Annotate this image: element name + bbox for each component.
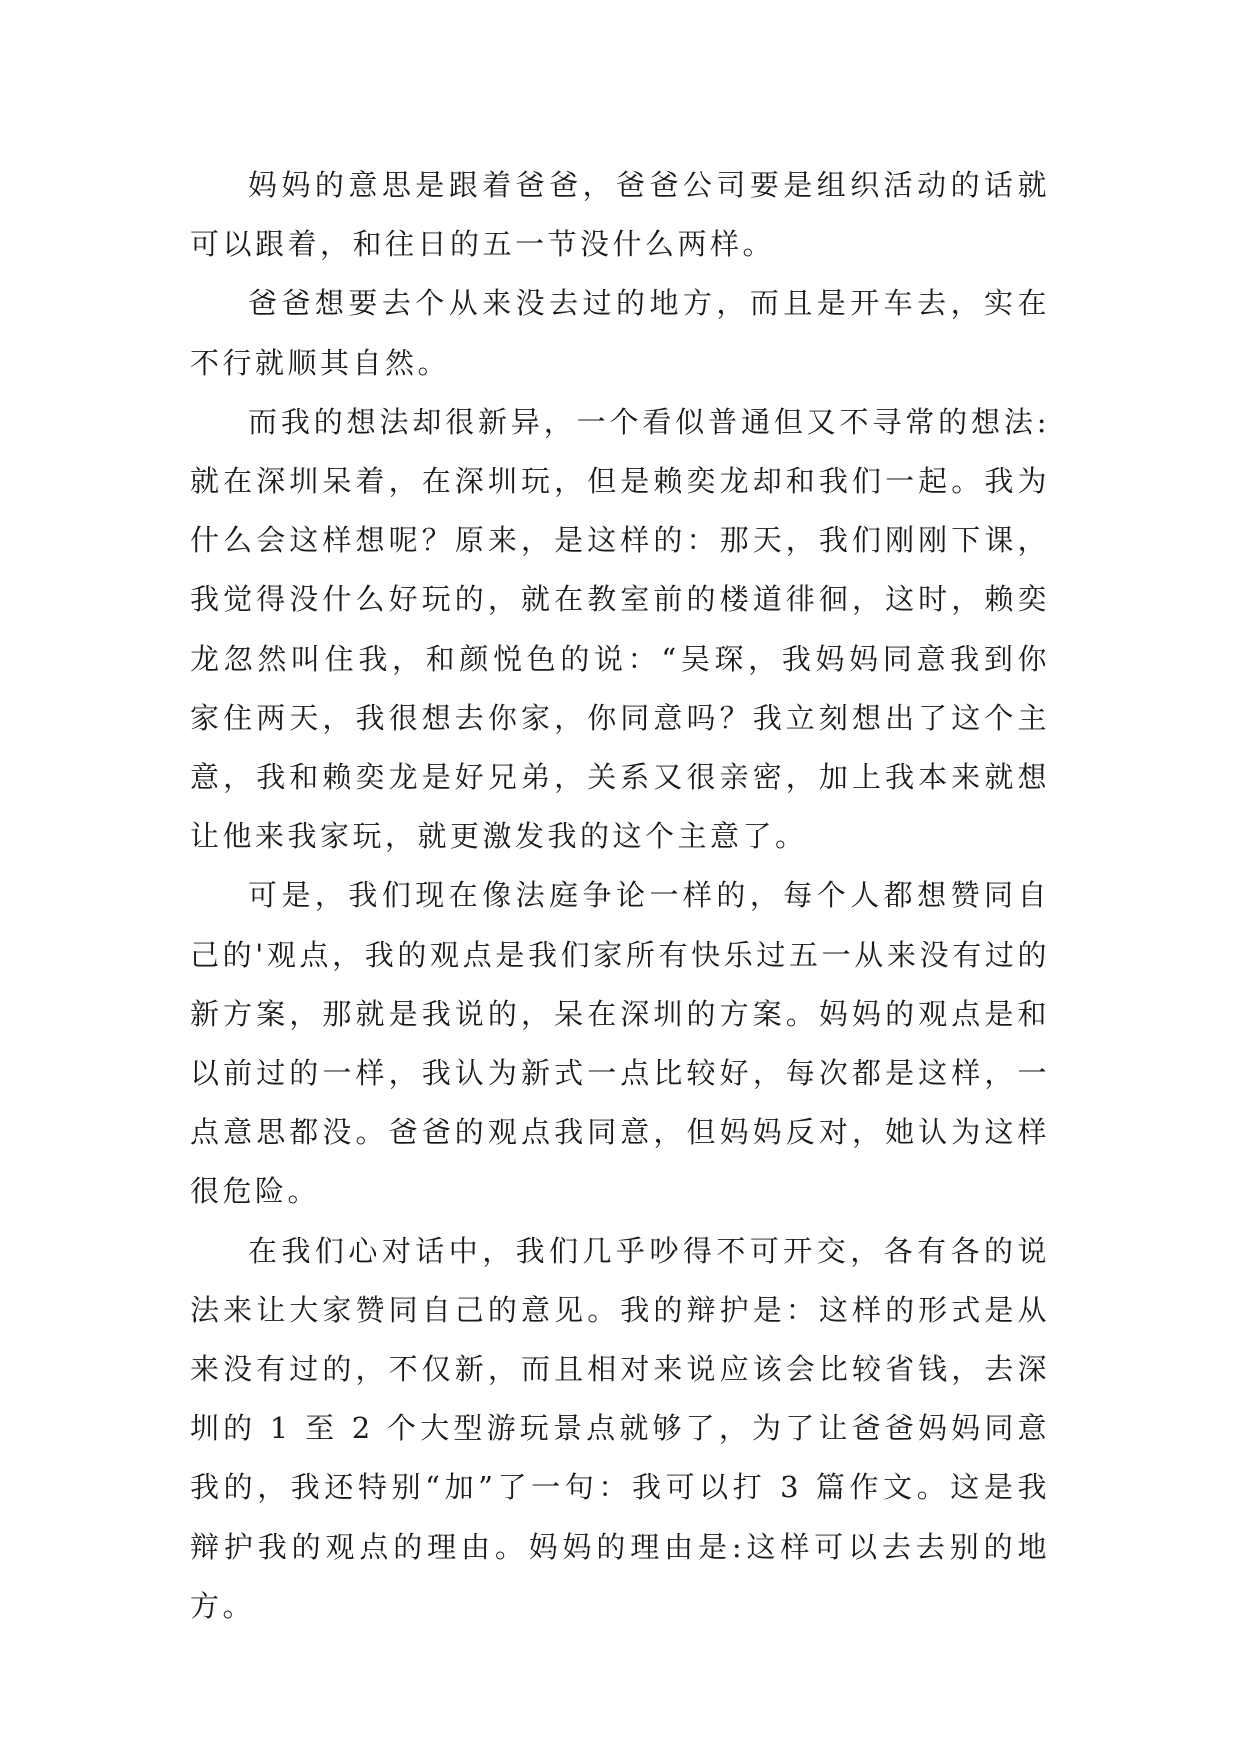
paragraph-1: 妈妈的意思是跟着爸爸，爸爸公司要是组织活动的话就可以跟着，和往日的五一节没什么两样。 — [190, 168, 1050, 262]
paragraph-5: 在我们心对话中，我们几乎吵得不可开交，各有各的说法来让大家赞同自己的意见。我的辩护是：这样的形式是从来没有过的，不仅新，而且相对来说应该会比较省钱，去深圳的 1 至 2 个大型游玩景点就够了，为了让爸爸妈妈同意我的，我还特别“加”了一句：我可以打 3 篇作文。这是我辩护我的观点的理由。妈妈的理由是:这样可以去去别的地方。 — [190, 1233, 1050, 1623]
document-body — [190, 156, 1050, 1636]
paragraph-2: 爸爸想要去个从来没去过的地方，而且是开车去，实在不行就顺其自然。 — [190, 286, 1050, 380]
paragraph-3: 而我的想法却很新异，一个看似普通但又不寻常的想法:就在深圳呆着，在深圳玩，但是赖奕龙却和我们一起。我为什么会这样想呢？原来，是这样的：那天，我们刚刚下课，我觉得没什么好玩的，就在教室前的楼道徘徊，这时，赖奕龙忽然叫住我，和颜悦色的说：“吴琛，我妈妈同意我到你家住两天，我很想去你家，你同意吗？我立刻想出了这个主意，我和赖奕龙是好兄弟，关系又很亲密，加上我本来就想让他来我家玩，就更激发我的这个主意了。 — [190, 404, 1050, 854]
paragraph-4: 可是，我们现在像法庭争论一样的，每个人都想赞同自己的'观点，我的观点是我们家所有快乐过五一从来没有过的新方案，那就是我说的，呆在深圳的方案。妈妈的观点是和以前过的一样，我认为新式一点比较好，每次都是这样，一点意思都没。爸爸的观点我同意，但妈妈反对，她认为这样很危险。 — [190, 878, 1050, 1209]
